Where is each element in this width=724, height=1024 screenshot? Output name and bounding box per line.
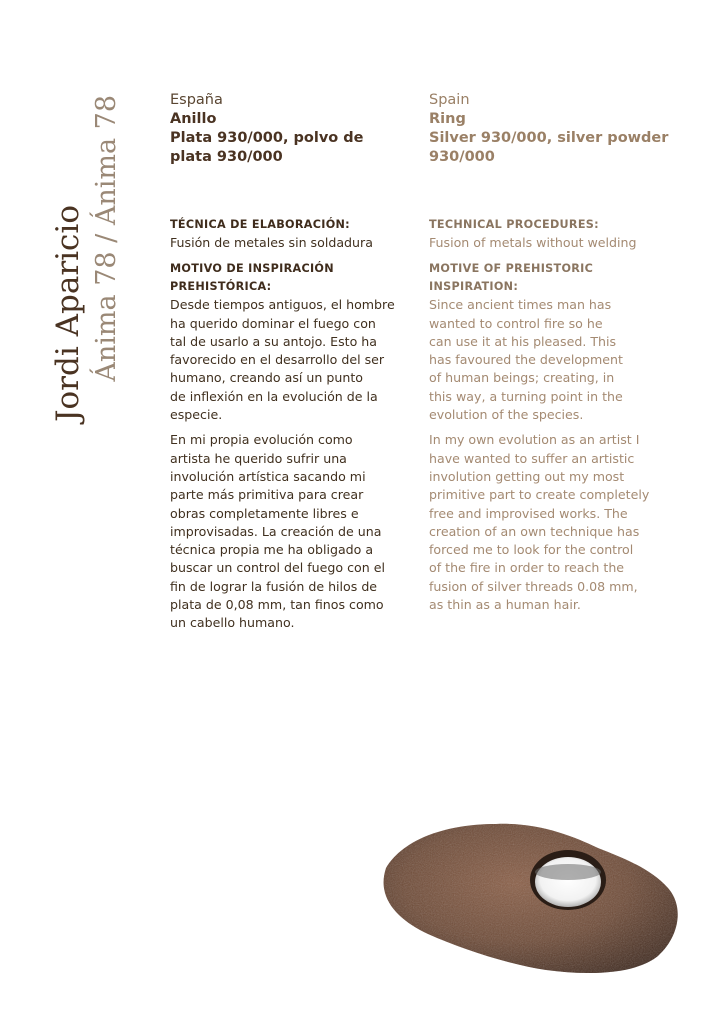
paragraph-2-es-line: obras completamente libres e [170, 505, 359, 521]
ring-artwork-image [368, 810, 688, 980]
author-name: Jordi Aparicio [50, 205, 86, 422]
paragraph-2-en-line: have wanted to suffer an artistic [429, 450, 635, 466]
paragraph-2-es-line: plata de 0,08 mm, tan finos como [170, 597, 384, 613]
material-en-line-1: Silver 930/000, silver powder [429, 130, 669, 146]
paragraph-1-en-line: has favoured the development [429, 352, 623, 368]
paragraph-2-es-line: técnica propia me ha obligado a [170, 542, 374, 558]
paragraph-1-es-line: especie. [170, 407, 223, 423]
material-en-line-2: 930/000 [429, 149, 495, 165]
paragraph-2-en-line: of the fire in order to reach the [429, 560, 625, 576]
paragraph-1-en-line: wanted to control fire so he [429, 315, 603, 331]
paragraph-2-es-line: fin de lograr la fusión de hilos de [170, 578, 378, 594]
paragraph-1-en-line: Since ancient times man has [429, 297, 612, 313]
paragraph-1-es-line: Desde tiempos antiguos, el hombre [170, 297, 395, 313]
paragraph-2-en-line: involution getting out my most [429, 468, 625, 484]
paragraph-2-es [170, 431, 415, 632]
paragraph-1-es-line: ha querido dominar el fuego con [170, 315, 376, 331]
paragraph-1-en [429, 296, 674, 424]
paragraph-1-es-line: favorecido en el desarrollo del ser [170, 352, 385, 368]
country-es: España [170, 92, 223, 108]
technique-text-es: Fusión de metales sin soldadura [170, 235, 373, 250]
technique-label-en: TECHNICAL PROCEDURES: [429, 218, 599, 231]
paragraph-2-es-line: involución artística sacando mi [170, 468, 366, 484]
material-es-line-1: Plata 930/000, polvo de [170, 130, 364, 146]
paragraph-1-es [170, 296, 415, 424]
paragraph-2-en [429, 431, 674, 614]
paragraph-1-es-line: de inflexión en la evolución de la [170, 388, 378, 404]
paragraph-2-es-line: En mi propia evolución como [170, 432, 353, 448]
paragraph-2-es-line: artista he querido sufrir una [170, 450, 347, 466]
paragraph-2-es-line: parte más primitiva para crear [170, 487, 364, 503]
technique-label-es: TÉCNICA DE ELABORACIÓN: [170, 218, 350, 231]
inspiration-label-en-line-2: INSPIRATION: [429, 280, 519, 294]
paragraph-2-en-line: fusion of silver threads 0.08 mm, [429, 578, 638, 594]
paragraph-2-en-line: creation of an own technique has [429, 523, 640, 539]
object-en: Ring [429, 111, 466, 127]
paragraph-1-en-line: this way, a turning point in the [429, 388, 623, 404]
paragraph-2-es-line: improvisadas. La creación de una [170, 523, 382, 539]
paragraph-1-es-line: tal de usarlo a su antojo. Esto ha [170, 333, 378, 349]
english-column [429, 91, 674, 614]
inspiration-label-es-line-1: MOTIVO DE INSPIRACIÓN [170, 262, 334, 276]
inspiration-label-es-line-2: PREHISTÓRICA: [170, 280, 272, 294]
country-en: Spain [429, 92, 470, 108]
paragraph-1-en-line: can use it at his pleased. This [429, 333, 617, 349]
paragraph-1-es-line: humano, creando así un punto [170, 370, 363, 386]
spanish-column [170, 91, 415, 633]
vertical-title [50, 88, 132, 422]
paragraph-2-es-line: buscar un control del fuego con el [170, 560, 385, 576]
paragraph-2-en-line: forced me to look for the control [429, 542, 634, 558]
paragraph-2-en-line: as thin as a human hair. [429, 597, 581, 613]
paragraph-1-en-line: of human beings; creating, in [429, 370, 615, 386]
technique-text-en: Fusion of metals without welding [429, 235, 637, 250]
work-title: Ánima 78 / Ánima 78 [91, 95, 122, 382]
paragraph-2-en-line: In my own evolution as an artist I [429, 432, 640, 448]
inspiration-label-en-line-1: MOTIVE OF PREHISTORIC [429, 262, 594, 276]
paragraph-2-en-line: free and improvised works. The [429, 505, 628, 521]
material-es-line-2: plata 930/000 [170, 149, 283, 165]
paragraph-2-en-line: primitive part to create completely [429, 487, 650, 503]
paragraph-1-en-line: evolution of the species. [429, 407, 584, 423]
object-es: Anillo [170, 111, 217, 127]
paragraph-2-es-line: un cabello humano. [170, 615, 295, 631]
